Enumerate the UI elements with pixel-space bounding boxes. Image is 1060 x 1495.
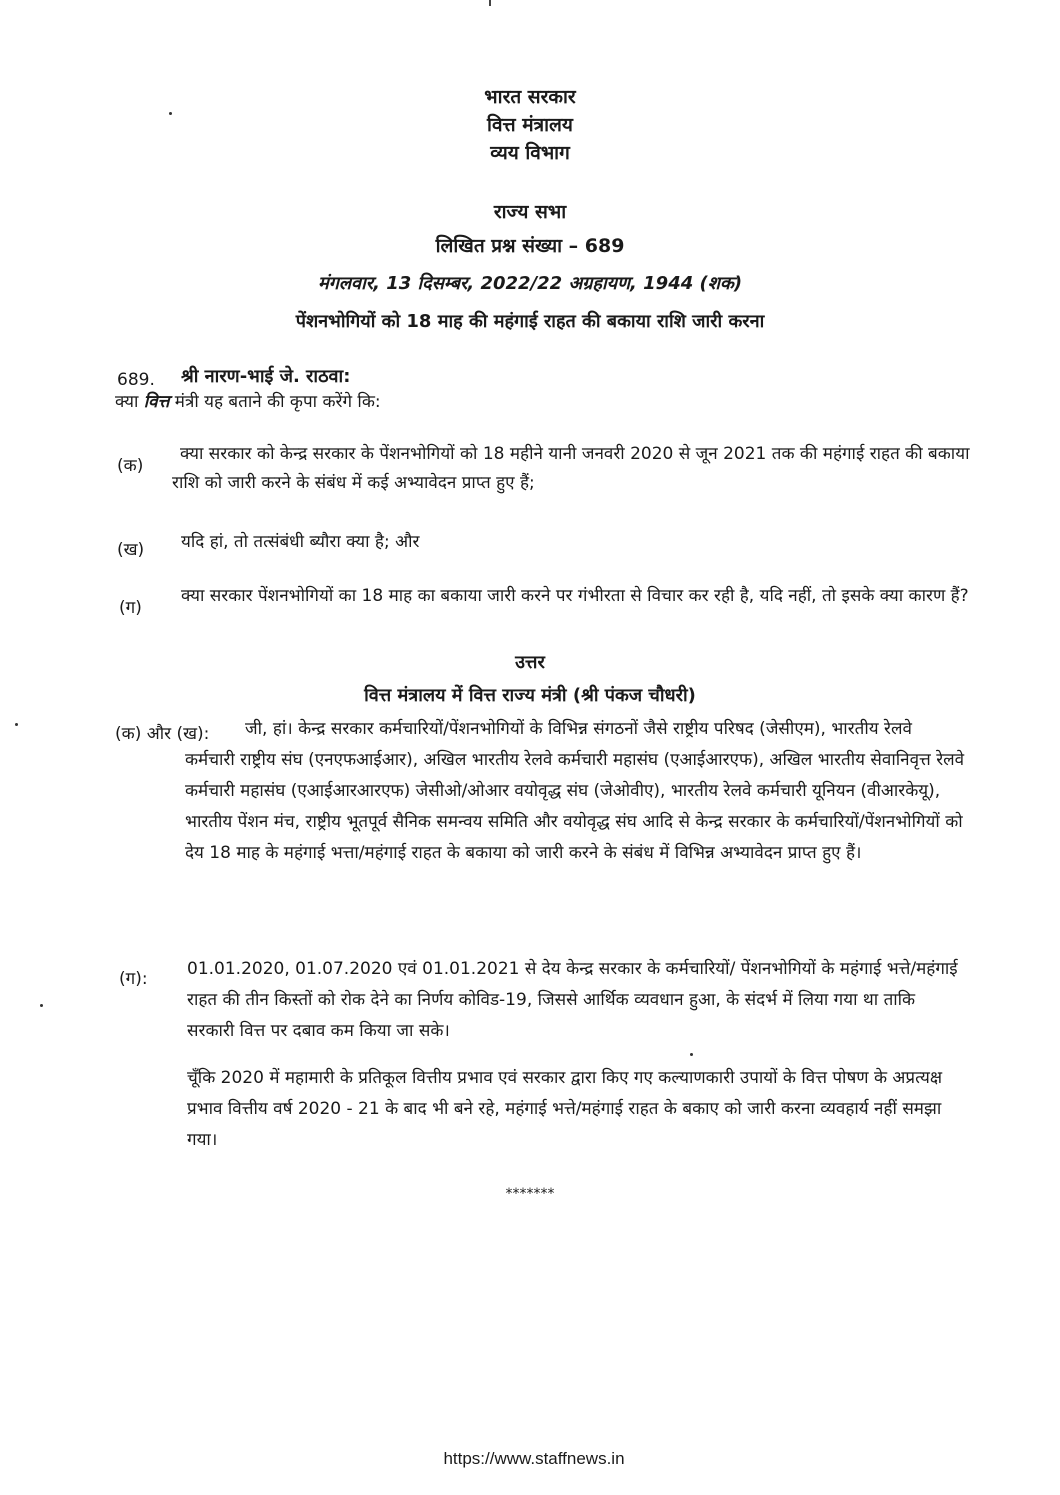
question-part-label: (ख) — [117, 540, 145, 560]
ask-prefix: क्या — [115, 392, 144, 412]
end-marker: ******* — [505, 1186, 555, 1202]
answer-heading: उत्तर — [515, 652, 545, 673]
header-ministry: वित्त मंत्रालय — [487, 114, 573, 136]
scan-speck — [690, 1053, 693, 1056]
question-subject: पेंशनभोगियों को 18 माह की महंगाई राहत की बकाया राशि जारी करना — [295, 311, 765, 332]
house-name: राज्य सभा — [493, 201, 567, 223]
footer-url: https://www.staffnews.in — [443, 1449, 625, 1468]
answer-part-text: जी, हां। केन्द्र सरकार कर्मचारियों/पेंशनभोगियों के विभिन्न संगठनों जैसे राष्ट्रीय परिषद (जेसीएम), भारतीय रेलवे कर्मचारी राष्ट्रीय संघ (एनएफआईआर), अखिल भारतीय रेलवे कर्मचारी महासंघ (एआईआरएफ), अखिल भारतीय सेवानिवृत्त रेलवे कर्मचारी महासंघ (एआईआरआरएफ) जेसीओ/ओआर वयोवृद्ध संघ (जेओवीए), भारतीय रेलवे कर्मचारी यूनियन (वीआरकेयू), भारतीय पेंशन मंच, राष्ट्रीय भूतपूर्व सैनिक समन्वय समिति और वयोवृद्ध संघ आदि से केन्द्र सरकार के कर्मचारियों/पेंशनभोगियों को देय 18 माह के महंगाई भत्ता/महंगाई राहत के बकाया को जारी करने के संबंध में विभिन्न अभ्यावेदन प्राप्त हुए हैं। — [185, 719, 965, 863]
question-part-label: (क) — [117, 456, 144, 476]
question-number-heading: लिखित प्रश्न संख्या – 689 — [435, 235, 625, 257]
scan-speck — [40, 1004, 43, 1007]
answer-paragraph: चूँकि 2020 में महामारी के प्रतिकूल वित्तीय प्रभाव एवं सरकार द्वारा किए गए कल्याणकारी उपायों के वित्त पोषण के अप्रत्यक्ष प्रभाव वित्तीय वर्ष 2020 - 21 के बाद भी बने रहे, महंगाई भत्ते/महंगाई राहत के बकाए को जारी करना व्यवहार्य नहीं समझा गया। — [187, 1068, 943, 1150]
scan-speck — [15, 723, 18, 726]
ask-emphasis: वित्त — [143, 392, 170, 412]
question-date: मंगलवार, 13 दिसम्बर, 2022/22 अग्रहायण, 1944 (शक) — [317, 273, 743, 294]
question-part-label: (ग) — [119, 598, 142, 618]
question-part-text: क्या सरकार को केन्द्र सरकार के पेंशनभोगियों को 18 महीने यानी जनवरी 2020 से जून 2021 तक की महंगाई राहत की बकाया राशि को जारी करने के संबंध में कई अभ्यावेदन प्राप्त हुए हैं; — [172, 444, 970, 493]
member-name: श्री नारण-भाई जे. राठवा: — [181, 366, 351, 387]
question-ask — [115, 391, 381, 413]
question-part-text: क्या सरकार पेंशनभोगियों का 18 माह का बकाया जारी करने पर गंभीरता से विचार कर रही है, यदि नहीं, तो इसके क्या कारण हैं? — [181, 586, 969, 606]
header-govt: भारत सरकार — [484, 86, 576, 108]
scan-speck — [489, 0, 491, 6]
question-part-text: यदि हां, तो तत्संबंधी ब्यौरा क्या है; और — [181, 532, 420, 552]
answer-part-label: (क) और (ख): — [115, 724, 210, 744]
header-department: व्यय विभाग — [490, 142, 570, 164]
answer-part-text: 01.01.2020, 01.07.2020 एवं 01.01.2021 से देय केन्द्र सरकार के कर्मचारियों/ पेंशनभोगियों के महंगाई भत्ते/महंगाई राहत की तीन किस्तों को रोक देने का निर्णय कोविड-19, जिससे आर्थिक व्यवधान हुआ, के संदर्भ में लिया गया था ताकि सरकारी वित्त पर दबाव कम किया जा सके। — [187, 959, 958, 1041]
answer-minister: वित्त मंत्रालय में वित्त राज्य मंत्री (श्री पंकज चौधरी) — [364, 685, 696, 706]
question-serial: 689. — [117, 370, 155, 390]
answer-part-label: (ग): — [119, 969, 148, 989]
ask-suffix: मंत्री यह बताने की कृपा करेंगे कि: — [169, 392, 381, 412]
